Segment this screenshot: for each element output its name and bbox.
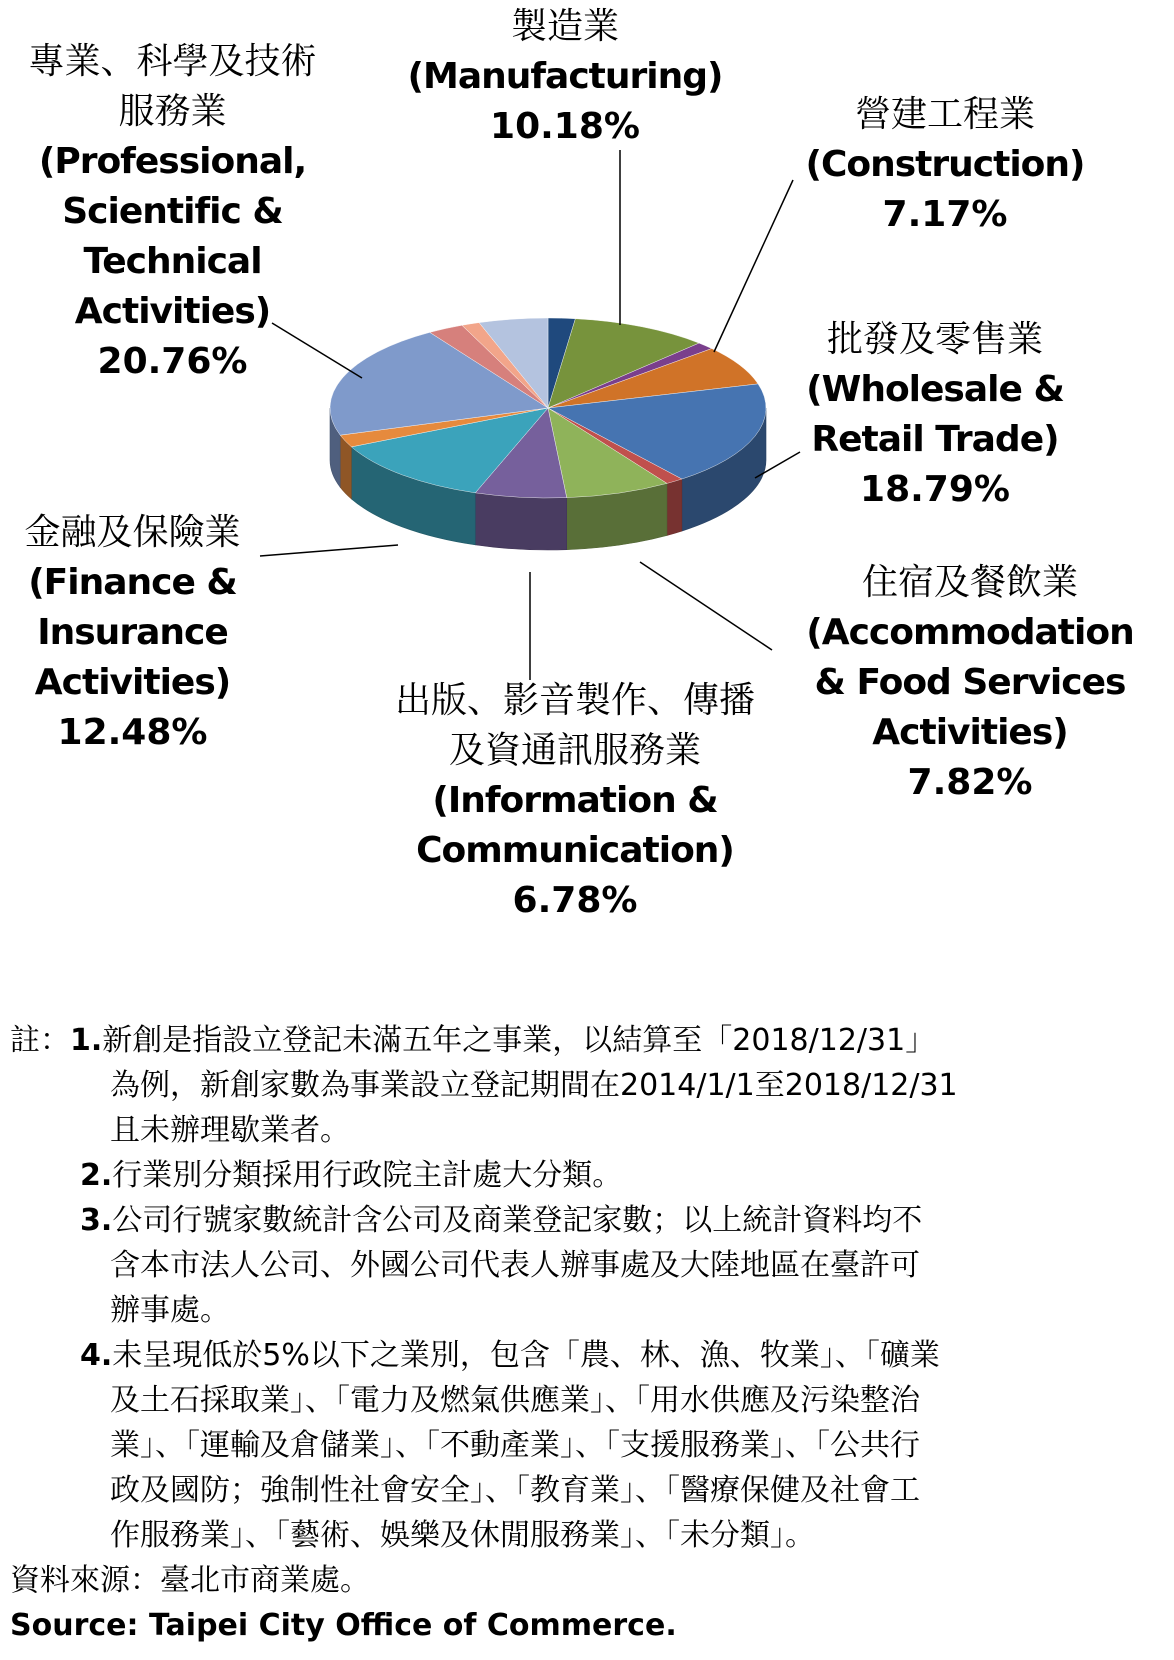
slice-label-en: (Information & — [432, 780, 718, 821]
note-text: 未呈現低於5%以下之業別，包含「農、林、漁、牧業」、「礦業 — [112, 1338, 940, 1373]
note-number: 3. — [80, 1203, 113, 1238]
note-line — [10, 1378, 1170, 1423]
leader-line-5 — [260, 545, 398, 556]
note-text: 公司行號家數統計含公司及商業登記家數；以上統計資料均不 — [112, 1203, 923, 1238]
note-line — [10, 1108, 1170, 1153]
slice-label-5 — [0, 508, 265, 758]
pie-side-7 — [475, 493, 566, 550]
note-line — [10, 1063, 1170, 1108]
note-number: 2. — [80, 1158, 113, 1193]
slice-label-4 — [360, 676, 790, 926]
slice-label-en: Communication) — [416, 830, 734, 871]
slice-label-zh: 專業、科學及技術 — [28, 41, 317, 82]
slice-label-en: (Manufacturing) — [407, 56, 723, 97]
note-text: 政及國防；強制性社會安全」、「教育業」、「醫療保健及社會工 — [110, 1473, 920, 1508]
slice-percent: 10.18% — [490, 106, 640, 147]
slice-percent: 7.17% — [882, 194, 1008, 235]
slice-label-en: Scientific & — [62, 191, 283, 232]
note-text: 且未辦理歇業者。 — [110, 1113, 350, 1148]
note-text: 業」、「運輸及倉儲業」、「不動產業」、「支援服務業」、「公共行 — [110, 1428, 920, 1463]
slice-percent: 20.76% — [97, 341, 248, 382]
note-line — [10, 1468, 1170, 1513]
slice-label-en: (Construction) — [805, 144, 1085, 185]
notes — [10, 1018, 1170, 1648]
slice-label-en: (Finance & — [28, 562, 237, 603]
slice-label-en: (Wholesale & — [806, 369, 1064, 410]
slice-label-2 — [790, 315, 1080, 515]
leader-line-1 — [714, 180, 793, 352]
slice-label-3 — [770, 558, 1170, 808]
note-line — [10, 1513, 1170, 1558]
note-line — [10, 1198, 1170, 1243]
note-text: 含本市法人公司、外國公司代表人辦事處及大陸地區在臺許可 — [110, 1248, 920, 1283]
slice-label-zh: 住宿及餐飲業 — [861, 562, 1078, 603]
leader-line-3 — [640, 562, 772, 650]
note-number: 4. — [80, 1338, 113, 1373]
slice-label-zh: 出版、影音製作、傳播 — [394, 680, 755, 721]
notes-label: 註： — [10, 1023, 70, 1058]
slice-label-1 — [800, 90, 1090, 240]
slice-label-zh: 及資通訊服務業 — [448, 730, 701, 771]
slice-percent: 6.78% — [512, 880, 638, 921]
slice-label-zh: 服務業 — [118, 91, 227, 132]
slice-label-0 — [375, 2, 755, 152]
note-line — [10, 1018, 1170, 1063]
slice-label-en: Activities) — [34, 662, 231, 703]
note-line — [10, 1333, 1170, 1378]
note-line — [10, 1288, 1170, 1333]
slice-label-en: Insurance — [37, 612, 228, 653]
note-line — [10, 1153, 1170, 1198]
slice-label-zh: 營建工程業 — [854, 94, 1035, 135]
note-text: 辦事處。 — [110, 1293, 230, 1328]
note-text: 行業別分類採用行政院主計處大分類。 — [112, 1158, 623, 1193]
note-line — [10, 1423, 1170, 1468]
slice-label-6 — [0, 37, 345, 387]
note-text: 作服務業」、「藝術、娛樂及休閒服務業」、「未分類」。 — [110, 1518, 815, 1553]
note-text: 為例，新創家數為事業設立登記期間在2014/1/1至2018/12/31 — [110, 1068, 958, 1103]
source-en: Source: Taipei City Office of Commerce. — [10, 1608, 677, 1643]
slice-label-en: Activities) — [872, 712, 1068, 753]
slice-label-en: & Food Services — [814, 662, 1126, 703]
slice-label-zh: 批發及零售業 — [826, 319, 1043, 360]
note-text: 新創是指設立登記未滿五年之事業，以結算至「2018/12/31」 — [102, 1023, 936, 1058]
slice-percent: 18.79% — [860, 469, 1010, 510]
slice-label-en: (Accommodation — [806, 612, 1134, 653]
note-number: 1. — [70, 1023, 103, 1058]
source-zh: 資料來源：臺北市商業處。 — [10, 1563, 370, 1598]
slice-percent: 7.82% — [907, 762, 1033, 803]
note-text: 及土石採取業」、「電力及燃氣供應業」、「用水供應及污染整治 — [110, 1383, 920, 1418]
note-line — [10, 1243, 1170, 1288]
slice-label-en: Activities) — [74, 291, 271, 332]
slice-label-en: (Professional, — [38, 141, 307, 182]
slice-label-zh: 金融及保險業 — [24, 512, 241, 553]
slice-percent: 12.48% — [57, 712, 208, 753]
slice-label-en: Technical — [83, 241, 262, 282]
slice-label-en: Retail Trade) — [811, 419, 1059, 460]
slice-label-zh: 製造業 — [510, 6, 619, 47]
pie-side-5 — [667, 479, 682, 535]
